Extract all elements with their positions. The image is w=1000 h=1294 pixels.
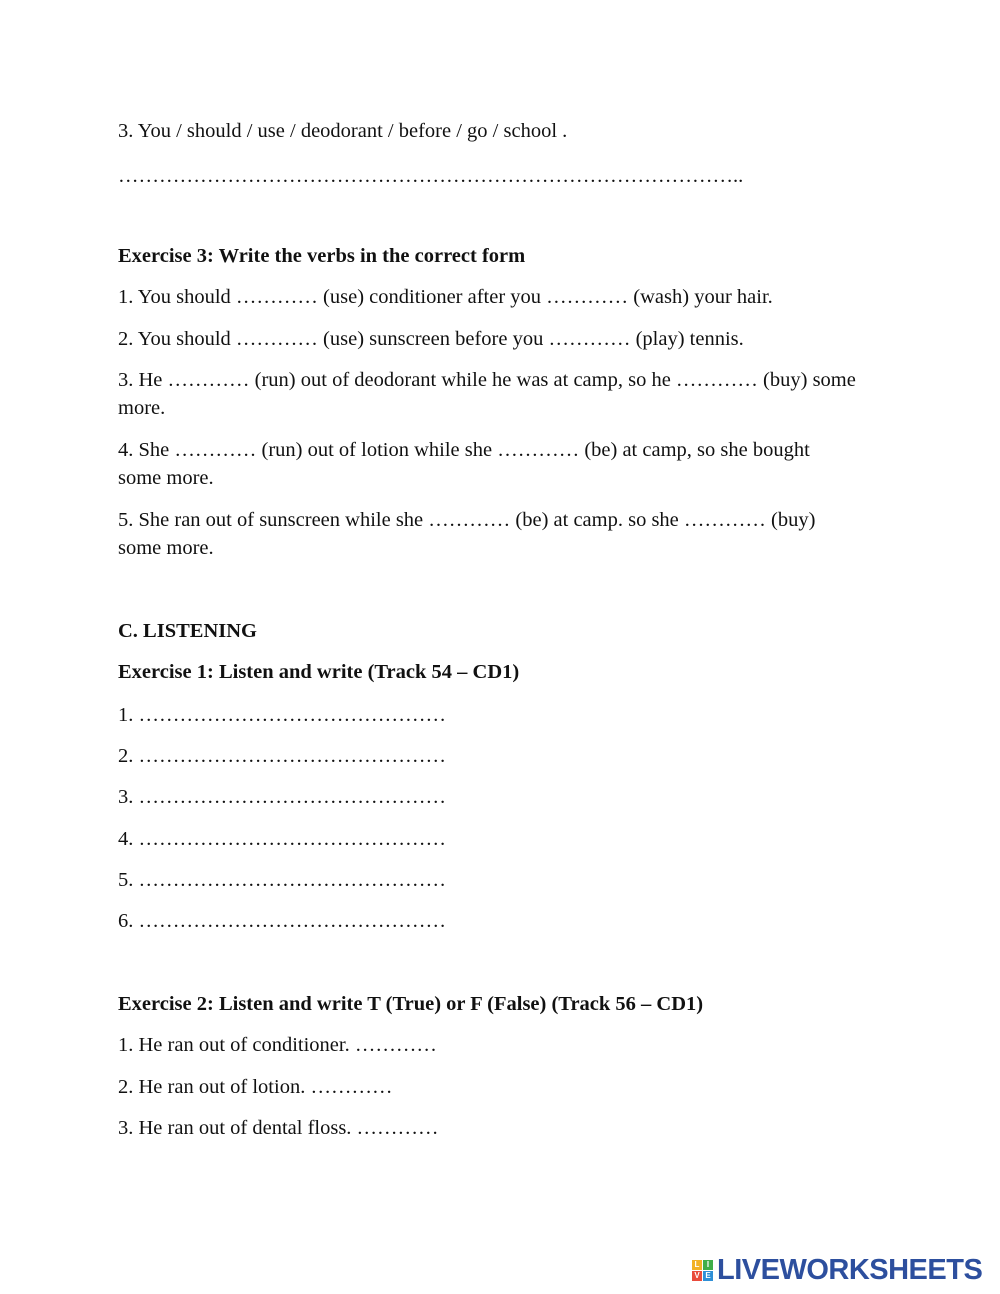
listening-ex1-item-5[interactable]: 5. ……………………………………… — [118, 869, 446, 891]
listening-section-title: C. LISTENING — [118, 620, 257, 642]
exercise-3-item-4[interactable]: 4. She ………… (run) out of lotion while she ………… (be) at camp, so she bought some more. — [118, 439, 810, 489]
exercise-3-item-1[interactable]: 1. You should ………… (use) conditioner after you ………… (wash) your hair. — [118, 286, 773, 308]
logo-mark-tile: I — [703, 1260, 713, 1270]
exercise-3-heading: Exercise 3: Write the verbs in the correct form — [118, 245, 526, 267]
listening-ex1-item-1[interactable]: 1. ……………………………………… — [118, 704, 446, 726]
exercise-3-item-5[interactable]: 5. She ran out of sunscreen while she ………… (be) at camp. so she ………… (buy) some more. — [118, 509, 816, 559]
listening-exercise-2-heading: Exercise 2: Listen and write T (True) or F (False) (Track 56 – CD1) — [118, 993, 704, 1015]
previous-question-3: 3. You / should / use / deodorant / before / go / school . — [118, 120, 568, 142]
listening-ex2-item-2[interactable]: 2. He ran out of lotion. ………… — [118, 1076, 393, 1098]
logo-mark-tile: L — [692, 1260, 702, 1270]
listening-ex2-item-1[interactable]: 1. He ran out of conditioner. ………… — [118, 1034, 437, 1056]
liveworksheets-logo-text: LIVEWORKSHEETS — [717, 1253, 983, 1286]
listening-exercise-1-heading: Exercise 1: Listen and write (Track 54 – CD1) — [118, 661, 520, 683]
listening-ex1-item-4[interactable]: 4. ……………………………………… — [118, 828, 446, 850]
exercise-3-item-3[interactable]: 3. He ………… (run) out of deodorant while he was at camp, so he ………… (buy) some more. — [118, 369, 856, 419]
answer-line[interactable]: ……………………………………………………………………………….. — [118, 165, 744, 187]
liveworksheets-logo[interactable] — [692, 1253, 982, 1287]
logo-mark-tile: V — [692, 1271, 702, 1281]
listening-ex1-item-2[interactable]: 2. ……………………………………… — [118, 745, 446, 767]
exercise-3-item-2[interactable]: 2. You should ………… (use) sunscreen before you ………… (play) tennis. — [118, 328, 744, 350]
logo-mark-tile: E — [703, 1271, 713, 1281]
listening-ex2-item-3[interactable]: 3. He ran out of dental floss. ………… — [118, 1117, 439, 1139]
liveworksheets-logo-mark-icon — [692, 1260, 713, 1281]
listening-ex1-item-3[interactable]: 3. ……………………………………… — [118, 786, 446, 808]
listening-ex1-item-6[interactable]: 6. ……………………………………… — [118, 910, 446, 932]
